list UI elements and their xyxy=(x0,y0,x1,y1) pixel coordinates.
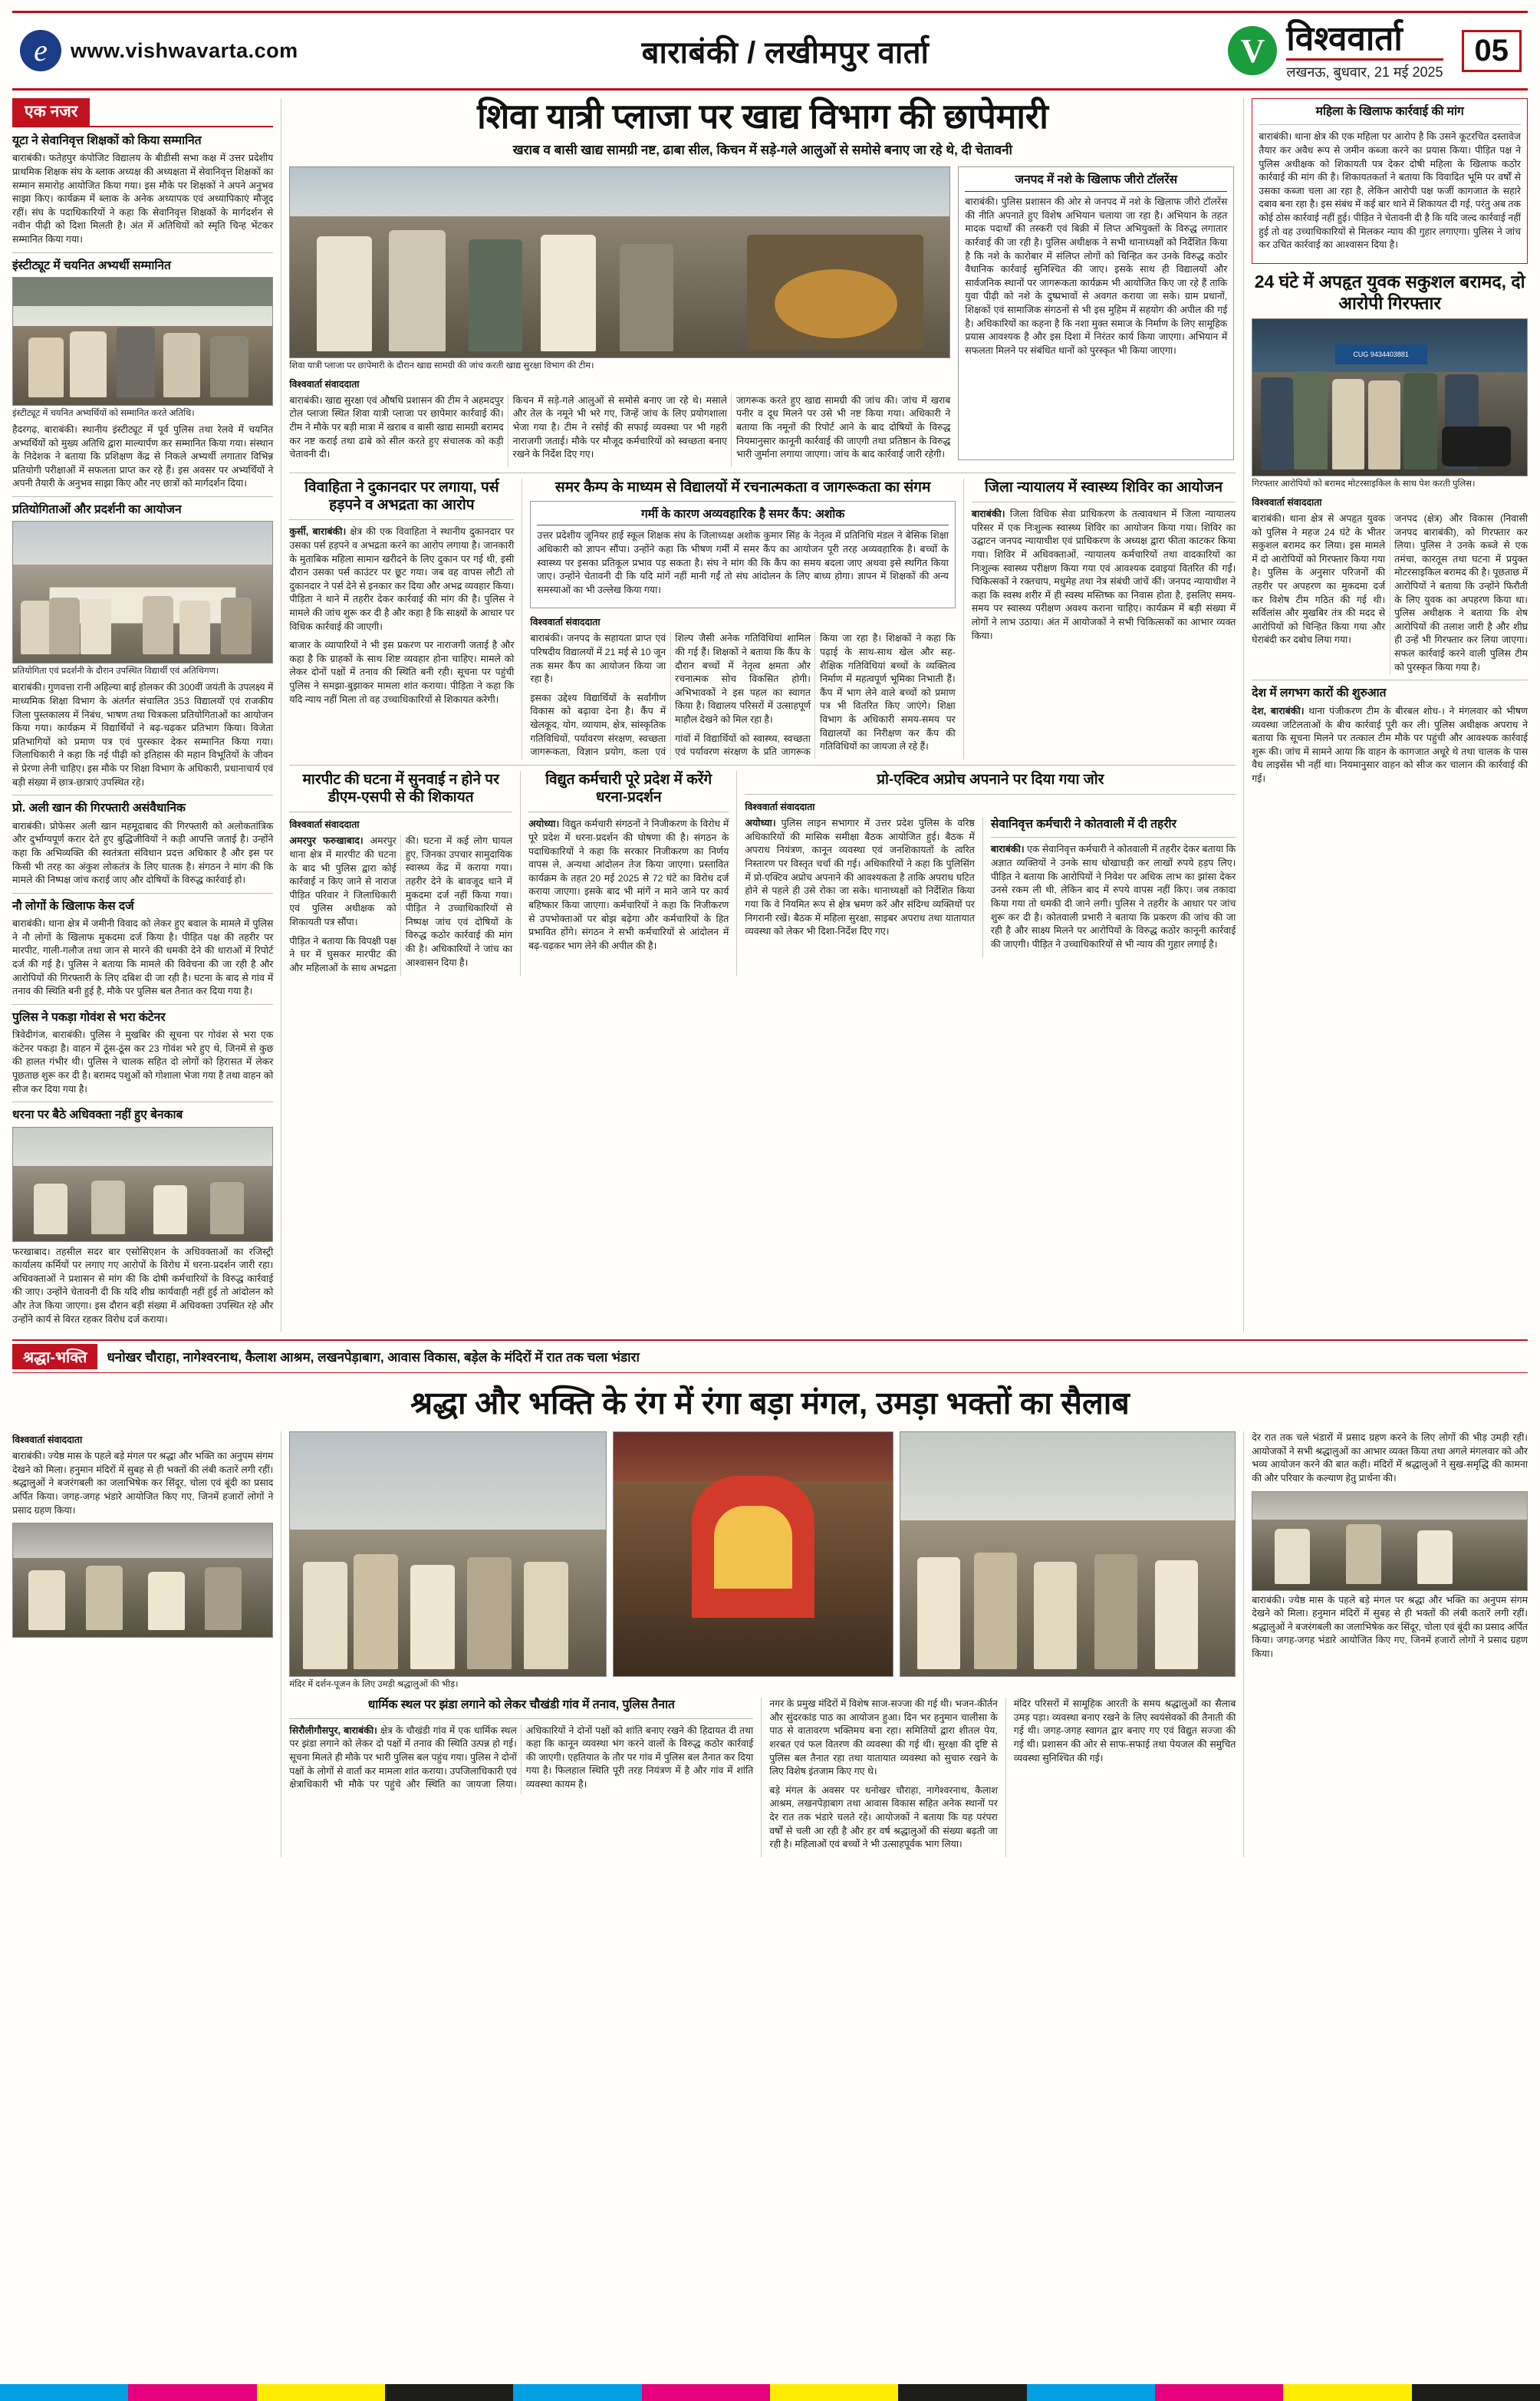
divider xyxy=(12,893,273,894)
website-url[interactable]: www.vishwavarta.com xyxy=(71,38,298,62)
devotional-headline: श्रद्धा और भक्ति के रंग में रंगा बड़ा मंगल, उमड़ा भक्तों का सैलाब xyxy=(410,1385,1130,1421)
news-heading: समर कैम्प के माध्यम से विद्यालयों में रचनात्मकता व जागरूकता का संगम xyxy=(554,479,931,496)
news-item xyxy=(12,801,273,887)
masthead-right xyxy=(1129,22,1528,79)
photo-caption: प्रतियोगिता एवं प्रदर्शनी के दौरान उपस्थित विद्यार्थी एवं अतिथिगण। xyxy=(12,667,219,677)
devotional-photo-row xyxy=(289,1431,1236,1677)
divider xyxy=(12,1004,273,1005)
devotional-places: धनोखर चौराहा, नागेश्वरनाथ, कैलाश आश्रम, लखनपेड़ाबाग, आवास विकास, बड़ेल के मंदिरों में रात तक चला भंडारा xyxy=(107,1350,640,1365)
apahrit-story xyxy=(1252,271,1528,674)
byline: विश्ववार्ता संवाददाता xyxy=(289,378,360,390)
color-swatch-cyan-2 xyxy=(513,2384,641,2401)
news-body: एक सेवानिवृत्त कर्मचारी ने कोतवाली में तहरीर देकर बताया कि अज्ञात व्यक्तियों ने उनके साथ धोखाधड़ी कर लाखों रुपये हड़प लिए। पीड़ित ने बताया कि आरोपियों ने निवेश पर अधिक लाभ का झांसा देकर उनसे रकम ली थी, लेकिन बाद में रुपये वापस नहीं किए। जब तकादा किया गया तो धमकी दी जाने लगी। पुलिस ने तहरीर के आधार पर जांच शुरू कर दी है। कोतवाली प्रभारी ने बताया कि प्रकरण की जांच की जा रही है और साक्ष्य मिलने पर आरोपियों के विरुद्ध कठोर कानूनी कार्रवाई की जाएगी। पीड़ित ने उच्चाधिकारियों से भी न्याय की गुहार लगाई है। xyxy=(990,844,1236,950)
photo-devotee-right xyxy=(1252,1491,1528,1591)
news-item xyxy=(12,899,273,999)
summer-col-2: इसका उद्देश्य विद्यार्थियों के सर्वांगीण विकास को बढ़ावा देना है। कैंप में खेलकूद, योग, व्यायाम, क्षेत्र, सांस्कृतिक गतिविधियों, पर्यावरण संरक्षण, स्वच्छता जागरूकता, विज्ञान प्रयोग, कला एवं शिल्प जैसी अनेक गतिविधियां शामिल की गई हैं। शिक्षकों ने बताया कि कैंप के दौरान बच्चों में नेतृत्व क्षमता और रचनात्मक सोच विकसित होगी। अभिभावकों ने इस पहल का स्वागत किया है। विद्यालय परिसरों में उत्साहपूर्ण माहौल देखने को मिल रहा है। xyxy=(530,633,811,758)
news-body: बाराबंकी। फतेहपुर कंपोजिट विद्यालय के बीडीसी सभा कक्ष में उत्तर प्रदेशीय प्राथमिक शिक्षक संघ के ब्लाक अध्यक्ष की अध्यक्षता में सेवानिवृत्त शिक्षकों का सम्मान समारोह आयोजित किया गया। इस मौके पर शिक्षकों ने अपने अनुभव साझा किए। कार्यक्रम में ब्लाक के अनेक अध्यापक एवं अध्यापिकाएं मौजूद रहीं। संघ के पदाधिकारियों ने कहा कि सेवानिवृत्त शिक्षकों के मार्गदर्शन से नवीन पीढ़ी को दिशा मिलती है। अंत में अतिथियों को स्मृति चिन्ह भेंटकर सम्मानित किया गया। xyxy=(12,153,274,245)
photo-caption: गिरफ्तार आरोपियों को बरामद मोटरसाइकिल के साथ पेश करती पुलिस। xyxy=(1252,479,1476,489)
color-registration-bar xyxy=(0,2384,1540,2401)
divider xyxy=(12,252,273,253)
byline: विश्ववार्ता संवाददाता xyxy=(530,617,601,628)
summer-col-1: बाराबंकी। जनपद के सहायता प्राप्त एवं परिषदीय विद्यालयों में 21 मई से 10 जून तक समर कैंप का आयोजन किया जा रहा है। xyxy=(530,633,666,685)
news-heading: यूटा ने सेवानिवृत्त शिक्षकों को किया सम्मानित xyxy=(12,134,202,147)
news-body: बाराबंकी। गुणवत्ता रानी अहिल्या बाई होलकर की 300वीं जयंती के उपलक्ष्य में माध्यमिक शिक्षा विभाग के अंतर्गत संचालित 353 विद्यालयों एवं राजकीय जिला पुस्तकालय में निबंध, भाषण तथा चित्रकला प्रतियोगिताओं का आयोजन किया गया। कार्यक्रम में विद्यार्थियों ने बढ़-चढ़कर प्रतिभाग किया। विजेता प्रतिभागियों को प्रमाण पत्र एवं पुरस्कार देकर सम्मानित किया गया। जिलाधिकारी ने कहा कि नई पीढ़ी को इतिहास की महान विभूतियों के जीवन से प्रेरणा लेनी चाहिए। इस मौके पर शिक्षा विभाग के अधिकारी, प्रधानाचार्य एवं बड़ी संख्या में छात्र-छात्राएं उपस्थित रहे। xyxy=(12,682,274,788)
color-swatch-yellow-3 xyxy=(1283,2384,1411,2401)
color-swatch-black-2 xyxy=(898,2384,1026,2401)
epaper-logo-icon: e xyxy=(20,30,61,71)
proactive-story xyxy=(745,771,1236,976)
left-column xyxy=(12,98,273,1332)
dateline: बाराबंकी। xyxy=(971,508,1005,519)
zero-tolerance-box xyxy=(958,166,1234,460)
devotional-col-1: बाराबंकी। ज्येष्ठ मास के पहले बड़े मंगल पर श्रद्धा और भक्ति का अनुपम संगम देखने को मिला। हनुमान मंदिरों में सुबह से ही भक्तों की लंबी कतारें लगी रहीं। श्रद्धालुओं ने बजरंगबली का जलाभिषेक कर सिंदूर, चोला एवं बूंदी का प्रसाद अर्पित किया। जगह-जगह भंडारे आयोजित किए गए, जिनमें हजारों लोगों ने प्रसाद ग्रहण किया। xyxy=(12,1451,274,1516)
photo-caption: इंस्टीट्यूट में चयनित अभ्यर्थियों को सम्मानित करते अतिथि। xyxy=(12,409,195,419)
devotional-col-3: बड़े मंगल के अवसर पर धनोखर चौराहा, नागेश्वरनाथ, कैलाश आश्रम, लखनपेड़ाबाग तथा आवास विकास सहित अनेक स्थानों पर देर रात तक भंडारे चलते रहे। आयोजकों ने बताया कि यह परंपरा वर्षों से चली आ रही है और हर वर्ष श्रद्धालुओं की संख्या बढ़ती जा रही है। महिलाओं एवं बच्चों ने भी उत्साहपूर्वक भाग लिया। xyxy=(769,1784,998,1850)
edition-title: बाराबंकी / लखीमपुर वार्ता xyxy=(641,35,930,70)
inset-heading: गर्मी के कारण अव्यवहारिक है समर कैंप: अशोक xyxy=(537,507,948,525)
news-body-2: बाजार के व्यापारियों ने भी इस प्रकरण पर नाराजगी जताई है और कहा है कि ग्राहकों के साथ शिष्ट व्यवहार होना चाहिए। मामले को लेकर दोनों पक्षों में तनाव की स्थिति बनी रही। सूचना पर पहुंची पुलिस ने समझा-बुझाकर मामला शांत कराया। पीड़िता ने कहा कि यदि न्याय नहीं मिला तो वह उच्चाधिकारियों से शिकायत करेगी। xyxy=(289,640,515,705)
news-heading: प्रो. अली खान की गिरफ्तारी असंवैधानिक xyxy=(12,802,186,815)
dateline: बाराबंकी। xyxy=(990,844,1025,855)
dateline: अयोध्या। xyxy=(745,817,776,828)
news-body: क्षेत्र के चौखंडी गांव में एक धार्मिक स्थल पर झंडा लगाने को लेकर दो पक्षों में तनाव की स्थिति उत्पन्न हो गई। सूचना मिलते ही मौके पर भारी पुलिस बल पहुंच गया। पुलिस ने दोनों पक्षों के लोगों से वार्ता कर मामला शांत कराया। उपजिलाधिकारी एवं क्षेत्राधिकारी भी मौके पर पहुंचे और स्थिति का जायजा लिया। अधिकारियों ने दोनों पक्षों को शांति बनाए रखने की हिदायत दी तथा कहा कि कानून व्यवस्था भंग करने वालों के विरुद्ध कठोर कार्रवाई की जाएगी। एहतियात के तौर पर गांव में पुलिस बल तैनात कर दिया गया है। फिलहाल स्थिति पूरी तरह नियंत्रण में है और गांव में शांति व्यवस्था कायम है। xyxy=(289,1724,754,1790)
lead-col-1: बाराबंकी। खाद्य सुरक्षा एवं औषधि प्रशासन की टीम ने अहमदपुर टोल प्लाजा स्थित शिवा यात्री प्लाजा पर छापेमार कार्रवाई की। टीम ने मौके पर बड़ी मात्रा में खराब व बासी खाद्य सामग्री बरामद कर नष्ट कराई तथा ढाबे को सील करते हुए संचालक को कड़ी चेतावनी दी। xyxy=(289,394,504,460)
news-body: त्रिवेदीगंज, बाराबंकी। पुलिस ने मुखबिर की सूचना पर गोवंश से भरा एक कंटेनर पकड़ा है। वाहन में ठूंस-ठूंस कर 23 गोवंश भरे हुए थे, जिनमें से कुछ की हालत गंभीर थी। पुलिस ने चालक सहित दो लोगों को हिरासत में लेकर पूछताछ शुरू कर दी है। बरामद पशुओं को गोशाला भेजा गया है तथा वाहन को सीज कर दिया गया है। xyxy=(12,1029,274,1095)
news-body: बाराबंकी। थाना क्षेत्र में जमीनी विवाद को लेकर हुए बवाल के मामले में पुलिस ने नौ लोगों के खिलाफ मुकदमा दर्ज किया है। पीड़ित पक्ष की तहरीर पर मारपीट, गाली-गलौज तथा जान से मारने की धमकी देने की धाराओं में रिपोर्ट दर्ज की गई है। पुलिस ने बताया कि मामले की विवेचना की जा रही है और आरोपियों की गिरफ्तारी के लिए दबिश दी जा रही है। घटना के बाद से गांव में तनाव की स्थिति बनी हुई है, मौके पर पुलिस बल तैनात कर दिया गया है। xyxy=(12,918,274,997)
lead-col-2: किचन में सड़े-गले आलुओं से समोसे बनाए जा रहे थे। मसाले और तेल के नमूने भी भरे गए, जिन्हें जांच के लिए प्रयोगशाला भेजा गया है। टीम ने रसोई की सफाई व्यवस्था पर भी गहरी नाराजगी जताई। मौके पर मौजूद कर्मचारियों को स्वच्छता बनाए रखने के निर्देश दिए गए। xyxy=(512,394,727,460)
page-body xyxy=(12,98,1528,1332)
summer-camp-inset-box xyxy=(530,501,955,608)
news-body: पुलिस लाइन सभागार में उत्तर प्रदेश पुलिस के वरिष्ठ अधिकारियों की मासिक समीक्षा बैठक आयोजित हुई। बैठक में अपराध नियंत्रण, कानून व्यवस्था एवं जनशिकायतों के त्वरित निस्तारण पर विस्तृत चर्चा की गई। अधिकारियों ने कहा कि पुलिसिंग में प्रो-एक्टिव अप्रोच अपनाने की आवश्यकता है ताकि अपराध घटित होने से पहले ही उसे रोका जा सके। थानाध्यक्षों को निर्देशित किया गया कि वे नियमित रूप से क्षेत्र भ्रमण करें और संदिग्ध व्यक्तियों पर निगरानी रखें। बैठक में महिला सुरक्षा, साइबर अपराध तथा यातायात व्यवस्था को लेकर भी दिशा-निर्देश दिए गए। xyxy=(745,817,975,937)
summer-col-3: गांवों में विद्यार्थियों को स्वास्थ्य, स्वच्छता एवं पर्यावरण संरक्षण के प्रति जागरूक किया जा रहा है। शिक्षकों ने कहा कि पढ़ाई के साथ-साथ खेल और सह-शैक्षिक गतिविधियां बच्चों के व्यक्तित्व निर्माण में महत्वपूर्ण भूमिका निभाती हैं। कैंप में भाग लेने वाले बच्चों को प्रमाण पत्र भी वितरित किए जाएंगे। शिक्षा विभाग के अधिकारी समय-समय पर विद्यालयों का निरीक्षण कर कैंप की गतिविधियों का जायजा ले रहे हैं। xyxy=(675,633,956,758)
photo-temple-2 xyxy=(613,1431,893,1677)
jila-nyayalaya-story xyxy=(972,479,1236,759)
color-swatch-black xyxy=(385,2384,513,2401)
news-body: बाराबंकी। थाना क्षेत्र की एक महिला पर आरोप है कि उसने कूटरचित दस्तावेज तैयार कर अवैध रूप से जमीन कब्जा करने का प्रयास किया। पीड़ित पक्ष ने पुलिस अधीक्षक को शिकायती पत्र देकर दोषी महिला के खिलाफ कठोर कार्रवाई की मांग की है। शिकायतकर्ता ने बताया कि विवादित भूमि पर वर्षों से उसका कब्जा चला आ रहा है, लेकिन आरोपी पक्ष फर्जी कागजात के सहारे दबाव बना रहा है। इस संबंध में कई बार थाने में शिकायत दी गई, परंतु अब तक कोई ठोस कार्रवाई नहीं हुई। पीड़ित ने चेतावनी दी है कि यदि जल्द कार्रवाई नहीं हुई तो वह उच्चाधिकारियों से मिलकर न्याय की गुहार लगाएगा। पुलिस ने जांच कर उचित कार्रवाई का आश्वासन दिया है। xyxy=(1259,131,1521,251)
byline: विश्ववार्ता संवाददाता xyxy=(12,1434,83,1446)
photo-caption: मंदिर में दर्शन-पूजन के लिए उमड़ी श्रद्धालुओं की भीड़। xyxy=(289,1680,459,1690)
news-heading: जनपद में नशे के खिलाफ जीरो टॉलरेंस xyxy=(965,173,1227,192)
dateline: देश, बाराबंकी। xyxy=(1252,705,1305,716)
news-heading: 24 घंटे में अपहृत युवक सकुशल बरामद, दो आरोपी गिरफ्तार xyxy=(1254,271,1525,313)
dateline: कुर्सी, बाराबंकी। xyxy=(289,526,347,538)
masthead-left xyxy=(12,30,442,71)
brand-logo-icon: V xyxy=(1228,26,1277,75)
brand-dateline: लखनऊ, बुधवार, 21 मई 2025 xyxy=(1286,64,1443,80)
brand-block xyxy=(1228,22,1443,79)
news-heading: विवाहिता ने दुकानदार पर लगाया, पर्स हड़पने व अभद्रता का आरोप xyxy=(304,479,499,513)
color-swatch-yellow xyxy=(257,2384,385,2401)
brand-name: विश्ववार्ता xyxy=(1286,22,1443,61)
news-heading: देश में लगभग कारों की शुरुआत xyxy=(1252,687,1387,700)
news-item xyxy=(12,502,273,789)
news-heading: नौ लोगों के खिलाफ केस दर्ज xyxy=(12,899,134,913)
summer-camp-story xyxy=(530,479,955,759)
news-heading: प्रतियोगिताओं और प्रदर्शनी का आयोजन xyxy=(12,503,182,517)
news-heading: विद्युत कर्मचारी पूरे प्रदेश में करेंगे धरना-प्रदर्शन xyxy=(545,771,712,805)
photo-temple-3 xyxy=(900,1431,1236,1677)
page-number: 05 xyxy=(1462,30,1522,72)
news-item xyxy=(12,1108,273,1326)
dateline: अमरपुर फरुखाबाद। xyxy=(289,835,364,847)
color-swatch-yellow-2 xyxy=(770,2384,898,2401)
news-heading: प्रो-एक्टिव अप्रोच अपनाने पर दिया गया जोर xyxy=(877,771,1104,788)
photo-arrest: CUG 9434403881 xyxy=(1252,318,1528,476)
color-swatch-magenta-2 xyxy=(642,2384,770,2401)
devotional-col-2: नगर के प्रमुख मंदिरों में विशेष साज-सज्जा की गई थी। भजन-कीर्तन और सुंदरकांड पाठ का आयोजन हुआ। दिन भर हनुमान चालीसा के पाठ से वातावरण भक्तिमय बना रहा। समितियों द्वारा शीतल पेय, शरबत एवं फल वितरण की व्यवस्था की गई थी। सुरक्षा की दृष्टि से पुलिस बल तैनात रहा तथा यातायात व्यवस्था को सुचारु रखने के लिए विशेष इंतजाम किए गए थे। xyxy=(769,1698,998,1777)
photo-temple-1 xyxy=(289,1431,607,1677)
news-heading: महिला के खिलाफ कार्रवाई की मांग xyxy=(1315,105,1464,118)
news-body: हैदरगढ़, बाराबंकी। स्थानीय इंस्टीट्यूट में पूर्व पुलिस तथा रेलवे में चयनित अभ्यर्थियों को मुख्य अतिथि द्वारा माल्यार्पण कर सम्मानित किया गया। संस्थान के निदेशक ने बताया कि प्रशिक्षण केंद्र से निकले अभ्यर्थी लगातार विभिन्न प्रतियोगी परीक्षाओं में सफलता प्राप्त कर रहे हैं। इस अवसर पर अभ्यर्थियों ने अपनी तैयारी के अनुभव साझा किए और नए छात्रों को मार्गदर्शन दिया। xyxy=(12,424,274,489)
inset-body: उत्तर प्रदेशीय जूनियर हाई स्कूल शिक्षक संघ के जिलाध्यक्ष अशोक कुमार सिंह के नेतृत्व में प्रतिनिधि मंडल ने बेसिक शिक्षा अधिकारी को ज्ञापन सौंपा। उन्होंने कहा कि भीषण गर्मी में समर कैंप का आयोजन पूरी तरह अव्यवहारिक है। बच्चों के स्वास्थ्य पर इसका प्रतिकूल प्रभाव पड़ सकता है। संघ ने मांग की कि कैंप का समय बदला जाए अथवा इसे स्थगित किया जाए। उन्होंने चेतावनी दी कि यदि मांगें नहीं मानी गईं तो संघ आंदोलन के लिए बाध्य होगा। ज्ञापन में शिक्षकों की अन्य समस्याओं का भी उल्लेख किया गया। xyxy=(537,530,949,595)
news-heading: मारपीट की घटना में सुनवाई न होने पर डीएम-एसपी से की शिकायत xyxy=(302,771,499,805)
lead-story xyxy=(289,98,1236,467)
vidyut-story xyxy=(528,771,729,976)
nikalti-story xyxy=(1252,686,1528,786)
news-body: फरखाबाद। तहसील सदर बार एसोसिएशन के अधिवक्ताओं का रजिस्ट्री कार्यालय कर्मियों पर लगाए गए आरोपों के विरोध में धरना-प्रदर्शन जारी रहा। अधिवक्ताओं ने प्रशासन से मांग की कि दोषी कर्मचारियों के विरुद्ध कार्रवाई की जाए। उन्होंने चेतावनी दी कि यदि शीघ्र कार्यवाही नहीं हुई तो आंदोलन को और तेज किया जाएगा। इस दौरान बड़ी संख्या में अधिवक्ता उपस्थित रहे और उन्होंने कार्य से विरत रहकर विरोध दर्ज कराया। xyxy=(12,1246,274,1325)
divider xyxy=(12,496,273,497)
vivahita-story xyxy=(289,479,514,759)
byline: विश्ववार्ता संवाददाता xyxy=(745,801,815,812)
news-item xyxy=(12,133,273,247)
byline: विश्ववार्ता संवाददाता xyxy=(289,819,360,831)
photo-devotee-left xyxy=(12,1523,273,1638)
photo-protest xyxy=(12,1127,273,1242)
news-body: विद्युत कर्मचारी संगठनों ने निजीकरण के विरोध में पूरे प्रदेश में धरना-प्रदर्शन की घोषणा की है। संगठन के पदाधिकारियों ने कहा कि सरकार निजीकरण का निर्णय वापस ले, अन्यथा आंदोलन तेज किया जाएगा। प्रस्तावित कार्यक्रम के तहत 20 मई 2025 से 72 घंटे का विरोध दर्ज कराया जाएगा। इसके बाद भी मांगें न माने जाने पर कार्य बहिष्कार किया जाएगा। कर्मचारियों ने कहा कि निजीकरण से उपभोक्ताओं पर बोझ बढ़ेगा और कर्मचारियों के हित प्रभावित होंगे। संगठन ने सभी कर्मचारियों से आंदोलन में बढ़-चढ़कर भाग लेने की अपील की है। xyxy=(528,818,729,951)
color-swatch-magenta xyxy=(128,2384,256,2401)
photo-lead-raid xyxy=(289,166,950,358)
devotional-col-5-cont: बाराबंकी। ज्येष्ठ मास के पहले बड़े मंगल पर श्रद्धा और भक्ति का अनुपम संगम देखने को मिला। हनुमान मंदिरों में सुबह से ही भक्तों की लंबी कतारें लगी रहीं। श्रद्धालुओं ने बजरंगबली का जलाभिषेक कर सिंदूर, चोला एवं बूंदी का प्रसाद अर्पित किया। जगह-जगह भंडारे आयोजित किए गए, जिनमें हजारों लोगों ने प्रसाद ग्रहण किया। xyxy=(1252,1594,1528,1660)
divider xyxy=(289,765,1236,766)
dateline: सिरौलीगौसपुर, बाराबंकी। xyxy=(289,1724,377,1736)
news-heading: इंस्टीट्यूट में चयनित अभ्यर्थी सम्मानित xyxy=(12,259,171,272)
maarpeet-col-2: पीड़ित ने बताया कि विपक्षी पक्ष ने घर में घुसकर मारपीट की और महिलाओं के साथ अभद्रता की। घटना में कई लोग घायल हुए, जिनका उपचार सामुदायिक स्वास्थ्य केंद्र में कराया गया। तहरीर देने के बावजूद थाने में मुकदमा दर्ज नहीं किया गया। पीड़ित ने उच्चाधिकारियों से निष्पक्ष जांच एवं दोषियों के विरुद्ध कठोर कार्रवाई की मांग की है। अधिकारियों ने जांच का आश्वासन दिया है। xyxy=(289,835,513,973)
news-body: जिला विधिक सेवा प्राधिकरण के तत्वावधान में जिला न्यायालय परिसर में एक निःशुल्क स्वास्थ्य शिविर का आयोजन किया गया। शिविर का उद्घाटन जनपद न्यायाधीश एवं प्राधिकरण के अध्यक्ष द्वारा फीता काटकर किया गया। शिविर में अधिवक्ताओं, न्यायालय कर्मचारियों तथा वादकारियों का निःशुल्क स्वास्थ्य परीक्षण किया गया एवं आवश्यक दवाइयां वितरित की गईं। चिकित्सकों ने रक्तचाप, मधुमेह तथा नेत्र संबंधी जांचें कीं। जनपद न्यायाधीश ने कहा कि स्वस्थ शरीर में ही स्वस्थ मस्तिष्क का निवास होता है, इसलिए समय-समय पर स्वास्थ्य परीक्षण अवश्य कराना चाहिए। कार्यक्रम में बड़ी संख्या में लोगों ने लाभ उठाया। अंत में आयोजकों ने सभी चिकित्सकों का आभार व्यक्त किया। xyxy=(971,508,1236,641)
masthead xyxy=(12,11,1528,91)
photo-institute xyxy=(12,277,273,406)
photo-caption: शिवा यात्री प्लाजा पर छापेमारी के दौरान खाद्य सामग्री की जांच करती खाद्य सुरक्षा विभाग की टीम। xyxy=(289,361,594,371)
dateline: अयोध्या। xyxy=(528,818,560,830)
lead-subhead: खराब व बासी खाद्य सामग्री नष्ट, ढाबा सील, किचन में सड़े-गले आलुओं से समोसे बनाए जा रहे थे, दी चेतावनी xyxy=(512,142,1012,157)
news-body: बाराबंकी। प्रोफेसर अली खान महमूदाबाद की गिरफ्तारी को अलोकतांत्रिक और दुर्भाग्यपूर्ण करार देते हुए बुद्धिजीवियों ने कड़ी आपत्ति जताई है। उन्होंने कहा कि अभिव्यक्ति की स्वतंत्रता संविधान प्रदत्त अधिकार है और इस पर किसी भी तरह का अंकुश लोकतंत्र के लिए घातक है। संगठन ने मांग की कि मामले की निष्पक्ष जांच कराई जाए और दोषियों के विरुद्ध कार्रवाई हो। xyxy=(12,820,274,886)
news-heading: सेवानिवृत्त कर्मचारी ने कोतवाली में दी तहरीर xyxy=(990,817,1176,831)
news-heading: धरना पर बैठे अधिवक्ता नहीं हुए बेनकाब xyxy=(12,1108,183,1122)
center-column xyxy=(289,98,1236,1332)
news-item xyxy=(12,259,273,491)
section-label-ek-nazar: एक नजर xyxy=(12,98,90,126)
ek-nazar-header xyxy=(12,98,273,127)
devotional-col-4: मंदिर परिसरों में सामूहिक आरती के समय श्रद्धालुओं का सैलाब उमड़ पड़ा। व्यवस्था बनाए रखने के लिए स्वयंसेवकों की तैनाती की गई थी। जगह-जगह स्वागत द्वार बनाए गए एवं विद्युत सज्जा की गई थी। प्रशासन की ओर से साफ-सफाई तथा पेयजल की समुचित व्यवस्था सुनिश्चित की गई। xyxy=(1013,1698,1236,1764)
maarpeet-story xyxy=(289,771,512,976)
lead-col-3: जागरूक करते हुए खाद्य सामग्री की जांच की। जांच में खराब पनीर व दूध मिलने पर उसे भी नष्ट किया गया। अधिकारी ने बताया कि नमूनों की रिपोर्ट आने के बाद दोषियों के विरुद्ध नियमानुसार कानूनी कार्रवाई की जाएगी तथा प्रतिष्ठान के विरुद्ध भारी जुर्माना लगाया जाएगा। जांच के बाद कार्रवाई जारी रहेगी। xyxy=(735,394,951,460)
devotional-band xyxy=(12,1339,1528,1373)
news-body: थाना पंजीकरण टीम के बीरबल शोध-। ने मंगलवार को भीषण व्यवस्था जटिलताओं के बीच कार्रवाई पूरी कर ली। पुलिस अधीक्षक अपराध ने बताया कि सूचना मिलने पर तत्काल टीम मौके पर पहुंची और आवश्यक कार्रवाई शुरू की। जांच में सामने आया कि वाहन के कागजात अधूरे थे तथा चालक के पास वैध लाइसेंस भी नहीं था। नियमानुसार वाहन को सीज कर चालान की कार्रवाई की गई। xyxy=(1252,705,1528,784)
news-item xyxy=(12,1010,273,1096)
photo-exhibition xyxy=(12,521,273,664)
apahrit-col-2: जनपद (क्षेत्र) और विकास (निवासी जनपद बाराबंकी), को गिरफ्तार कर लिया। पुलिस ने उनके कब्जे से एक तमंचा, कारतूस तथा घटना में प्रयुक्त मोटरसाइकिल बरामद की है। पूछताछ में आरोपियों ने बताया कि उन्होंने फिरौती के लिए युवक का अपहरण किया था। पुलिस अधीक्षक ने बताया कि शेष आरोपियों की तलाश जारी है और शीघ्र ही उन्हें भी गिरफ्तार कर लिया जाएगा। सफल कार्रवाई करने वाली पुलिस टीम को पुरस्कृत किया गया है। xyxy=(1394,512,1528,673)
color-swatch-magenta-3 xyxy=(1155,2384,1283,2401)
color-swatch-black-3 xyxy=(1412,2384,1540,2401)
color-swatch-cyan-3 xyxy=(1027,2384,1155,2401)
right-column xyxy=(1252,98,1528,1332)
mahila-box xyxy=(1252,98,1528,264)
news-body: बाराबंकी। पुलिस प्रशासन की ओर से जनपद में नशे के खिलाफ जीरो टॉलरेंस की नीति अपनाते हुए विशेष अभियान चलाया जा रहा है। अभियान के तहत मादक पदार्थों की तस्करी एवं बिक्री में लिप्त अभियुक्तों के विरुद्ध लगातार कार्रवाई की जा रही है। पुलिस अधीक्षक ने सभी थानाध्यक्षों को निर्देशित किया है कि नशे के कारोबार में संलिप्त लोगों को चिन्हित कर उनके विरुद्ध कठोर वैधानिक कार्रवाई सुनिश्चित की जाए। इसके साथ ही विद्यालयों और सार्वजनिक स्थानों पर जागरूकता कार्यक्रम भी आयोजित किए जा रहे हैं ताकि युवा पीढ़ी को नशे के दुष्प्रभावों से अवगत कराया जा सके। ग्राम प्रधानों, शिक्षकों एवं सामाजिक संगठनों से भी इस मुहिम में सहयोग की अपील की गई है। अधिकारियों का कहना है कि नशा मुक्त समाज के निर्माण के लिए सामूहिक प्रयास आवश्यक है और इस दिशा में निरंतर कार्य किया जाएगा। अभियान में सफलता मिलने पर संबंधित थानों को पुरस्कृत भी किया जाएगा। xyxy=(965,196,1228,356)
news-heading: जिला न्यायालय में स्वास्थ्य शिविर का आयोजन xyxy=(984,479,1223,496)
devotional-body xyxy=(12,1431,1528,1857)
lead-headline: शिवा यात्री प्लाजा पर खाद्य विभाग की छापेमारी xyxy=(477,97,1048,136)
apahrit-col-1: बाराबंकी। थाना क्षेत्र से अपहृत युवक को पुलिस ने महज 24 घंटे के भीतर सकुशल बरामद कर लिया। इस मामले में दो आरोपियों को गिरफ्तार किया गया है। पुलिस के अनुसार परिजनों की तहरीर पर अपहरण का मुकदमा दर्ज कर विशेष टीम गठित की गई थी। सर्विलांस और मुखबिर तंत्र की मदद से आरोपियों को चिन्हित किया गया और घेराबंदी कर दबोच लिया गया। xyxy=(1252,512,1386,646)
news-heading: पुलिस ने पकड़ा गोवंश से भरा कंटेनर xyxy=(12,1010,166,1024)
news-heading: धार्मिक स्थल पर झंडा लगाने को लेकर चौखंडी गांव में तनाव, पुलिस तैनात xyxy=(367,1698,675,1712)
color-swatch-cyan xyxy=(0,2384,128,2401)
section-label-shraddha-bhakti: श्रद्धा-भक्ति xyxy=(12,1344,97,1369)
devotional-col-5: देर रात तक चले भंडारों में प्रसाद ग्रहण करने के लिए लोगों की भीड़ उमड़ी रही। आयोजकों ने सभी श्रद्धालुओं का आभार व्यक्त किया तथा अगले मंगलवार को और भव्य आयोजन करने की बात कही। मंदिरों में श्रद्धालुओं ने सुख-समृद्धि की कामना की और परिवार के कल्याण हेतु प्रार्थना की। xyxy=(1252,1432,1528,1484)
column-rule xyxy=(1243,98,1244,1332)
news-body: क्षेत्र की एक विवाहिता ने स्थानीय दुकानदार पर उसका पर्स हड़पने व अभद्रता करने का आरोप लगाया है। जानकारी के मुताबिक महिला सामान खरीदने के लिए दुकान पर गई थी, इसी दौरान उसका पर्स काउंटर पर छूट गया। जब वह वापस लौटी तो दुकानदार ने पर्स देने से इनकार कर दिया और अभद्र व्यवहार किया। पीड़िता ने थाने में तहरीर देकर कार्रवाई की मांग की है। पुलिस ने मामले की जांच शुरू कर दी है और कहा है कि साक्ष्यों के आधार पर विधिक कार्रवाई की जाएगी। xyxy=(289,526,515,632)
byline: विश्ववार्ता संवाददाता xyxy=(1252,496,1322,508)
maarpeet-col-1: अमरपुर थाना क्षेत्र में मारपीट की घटना के बाद भी पुलिस द्वारा कोई कार्रवाई न किए जाने से नाराज पीड़ित परिवार ने जिलाधिकारी एवं पुलिस अधीक्षक को शिकायती पत्र सौंपा। xyxy=(289,835,397,928)
